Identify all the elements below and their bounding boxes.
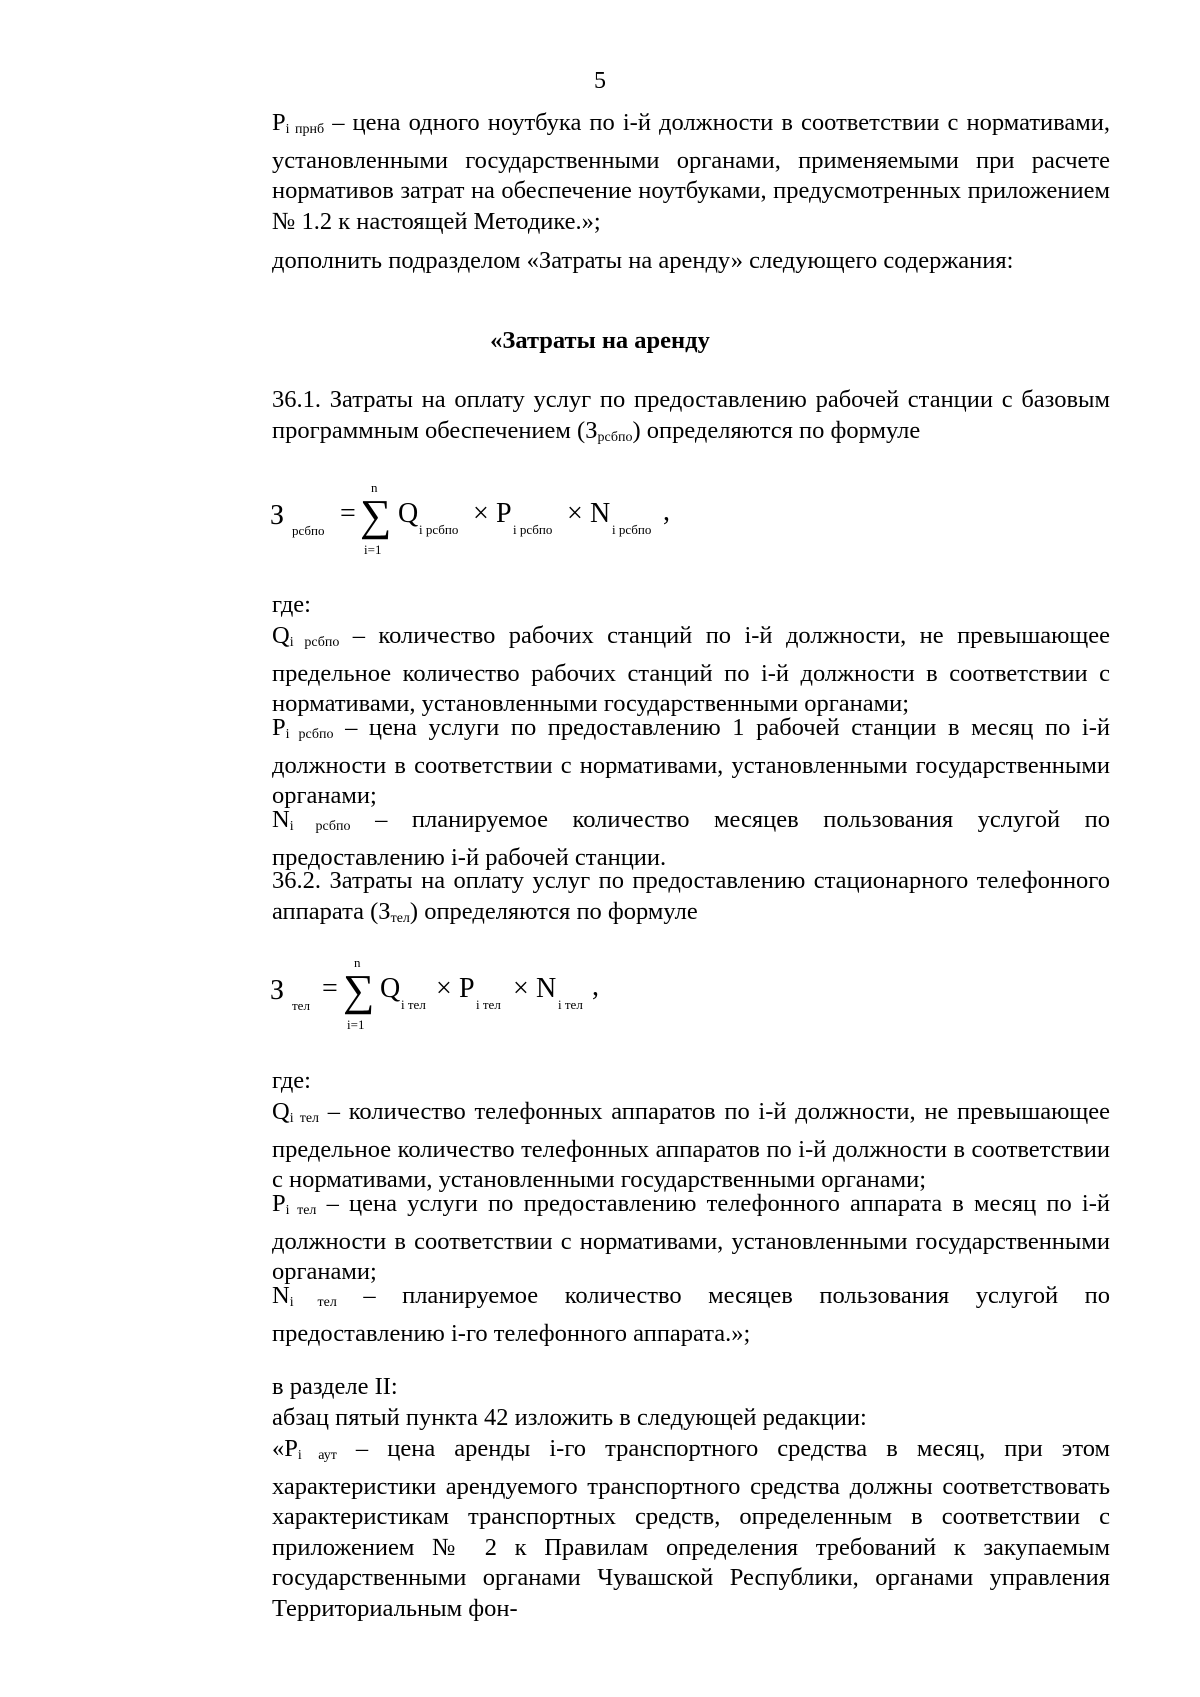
definition-p-rsbpo xyxy=(200,713,1110,812)
formula-p-subscript: i тел xyxy=(476,997,501,1012)
definition-n-rsbpo xyxy=(200,805,1110,873)
where-label xyxy=(200,590,1110,621)
subscript: рсбпо xyxy=(597,429,633,445)
paragraph-text: – планируемое количество месяцев пользования услугой по предоставлению i-й рабочей станции. xyxy=(272,806,1110,871)
formula-rsbpo xyxy=(270,480,870,570)
symbol-p: P xyxy=(272,1190,286,1217)
paragraph-36-1 xyxy=(200,385,1110,453)
where-label xyxy=(200,1066,1110,1097)
paragraph-36-2 xyxy=(200,866,1110,934)
formula-times: × xyxy=(473,498,489,529)
subscript: i рсбпо xyxy=(289,819,351,834)
formula-p-subscript: i рсбпо xyxy=(513,522,553,537)
paragraph-text: – цена услуги по предоставлению 1 рабочей станции в месяц по i-й должности в соответствии с нормативами, установленными государственными органами; xyxy=(272,714,1111,810)
paragraph-text: ) определяются по формуле xyxy=(632,416,921,444)
symbol-q: Q xyxy=(272,622,290,649)
paragraph-text: в разделе II: xyxy=(272,1373,398,1400)
definition-q-rsbpo xyxy=(200,621,1110,720)
formula-tel xyxy=(270,955,870,1045)
paragraph-text: 36.1. Затраты на оплату услуг по предоставлению рабочей станции с базовым программным обеспечением (З xyxy=(272,386,1110,444)
symbol-q: Q xyxy=(272,1098,290,1125)
formula-q-subscript: i рсбпо xyxy=(419,522,459,537)
subscript: i прнб xyxy=(285,122,325,137)
formula-lhs: З xyxy=(270,500,285,531)
formula-n-subscript: i тел xyxy=(558,997,583,1012)
paragraph-section-ii xyxy=(200,1372,1110,1403)
paragraph-text: дополнить подразделом «Затраты на аренду» следующего содержания: xyxy=(272,247,1014,274)
subscript: i аут xyxy=(297,1448,337,1463)
paragraph-text: – цена одного ноутбука по i-й должности в соответствии с нормативами, установленными государственными органами, применяемыми при расчете нормативов затрат на обеспечение ноутбуками, предусмотренных приложением № 1.2 к настоящей Методике.»; xyxy=(272,109,1111,235)
sum-lower-limit: i=1 xyxy=(347,1017,365,1032)
formula-n: N xyxy=(536,973,557,1004)
formula-n-subscript: i рсбпо xyxy=(612,522,652,537)
sum-lower-limit: i=1 xyxy=(364,542,382,557)
formula-times: × xyxy=(513,973,529,1004)
symbol-n: N xyxy=(272,806,290,833)
formula-q: Q xyxy=(380,973,401,1004)
definition-n-tel xyxy=(200,1281,1110,1349)
formula-n: N xyxy=(590,498,611,529)
section-heading: «Затраты на аренду xyxy=(490,327,710,354)
paragraph-text: – цена услуги по предоставлению телефонного аппарата в месяц по i-й должности в соответствии с нормативами, установленными государственными органами; xyxy=(272,1190,1110,1286)
formula-times: × xyxy=(436,973,452,1004)
symbol-p: P xyxy=(272,109,286,136)
symbol-p: «P xyxy=(272,1435,298,1462)
formula-q: Q xyxy=(398,498,419,529)
formula-equals: = xyxy=(322,973,338,1004)
formula-lhs-subscript: тел xyxy=(292,998,310,1013)
subscript: i рсбпо xyxy=(285,727,334,742)
formula-times: × xyxy=(567,498,583,529)
formula-lhs-subscript: рсбпо xyxy=(292,523,325,538)
paragraph-text: – количество рабочих станций по i-й должности, не превышающее предельное количество рабочих станций по i-й должности в соответствии с нормативами, установленными государственными органами; xyxy=(272,622,1110,718)
paragraph-supplement xyxy=(200,246,1110,277)
definition-p-tel xyxy=(200,1189,1110,1288)
definition-q-tel xyxy=(200,1097,1110,1196)
formula-q-subscript: i тел xyxy=(401,997,426,1012)
subscript: i тел xyxy=(289,1295,337,1310)
sum-sign-icon: ∑ xyxy=(343,966,375,1015)
paragraph-text: где: xyxy=(272,1067,311,1094)
paragraph-item-42 xyxy=(200,1403,1110,1434)
formula-comma: , xyxy=(663,496,670,527)
subscript: тел xyxy=(390,910,410,926)
paragraph-text: где: xyxy=(272,591,311,618)
subscript: i тел xyxy=(285,1203,317,1218)
paragraph-p-prnb xyxy=(200,108,1110,237)
paragraph-text: ) определяются по формуле xyxy=(409,897,698,925)
formula-equals: = xyxy=(340,498,356,529)
symbol-n: N xyxy=(272,1282,290,1309)
subscript: i рсбпо xyxy=(289,635,340,650)
paragraph-text: – количество телефонных аппаратов по i-й должности, не превышающее предельное количество телефонных аппаратов по i-й должности в соответствии с нормативами, установленными государственными органами; xyxy=(272,1098,1110,1194)
sum-sign-icon: ∑ xyxy=(360,491,392,540)
formula-comma: , xyxy=(592,971,599,1002)
page-number: 5 xyxy=(594,68,606,94)
formula-lhs: З xyxy=(270,975,285,1006)
sum-upper-limit: n xyxy=(371,480,378,495)
formula-p: P xyxy=(459,973,475,1004)
sum-upper-limit: n xyxy=(354,955,361,970)
paragraph-text: – цена аренды i-го транспортного средства в месяц, при этом характеристики арендуемого транспортного средства должны соответствовать характеристикам транспортных средств, определенным в соответствии с приложением № 2 к Правилам определения требований к закупаемым государственными органами Чувашской Республики, органами управления Территориальным фон- xyxy=(272,1435,1110,1622)
formula-p: P xyxy=(496,498,512,529)
paragraph-text: 36.2. Затраты на оплату услуг по предоставлению стационарного телефонного аппарата (З xyxy=(272,867,1110,925)
subscript: i тел xyxy=(289,1111,320,1126)
paragraph-text: абзац пятый пункта 42 изложить в следующей редакции: xyxy=(272,1404,867,1431)
symbol-p: P xyxy=(272,714,286,741)
paragraph-p-aut xyxy=(200,1434,1110,1625)
paragraph-text: – планируемое количество месяцев пользования услугой по предоставлению i-го телефонного аппарата.»; xyxy=(272,1282,1110,1347)
